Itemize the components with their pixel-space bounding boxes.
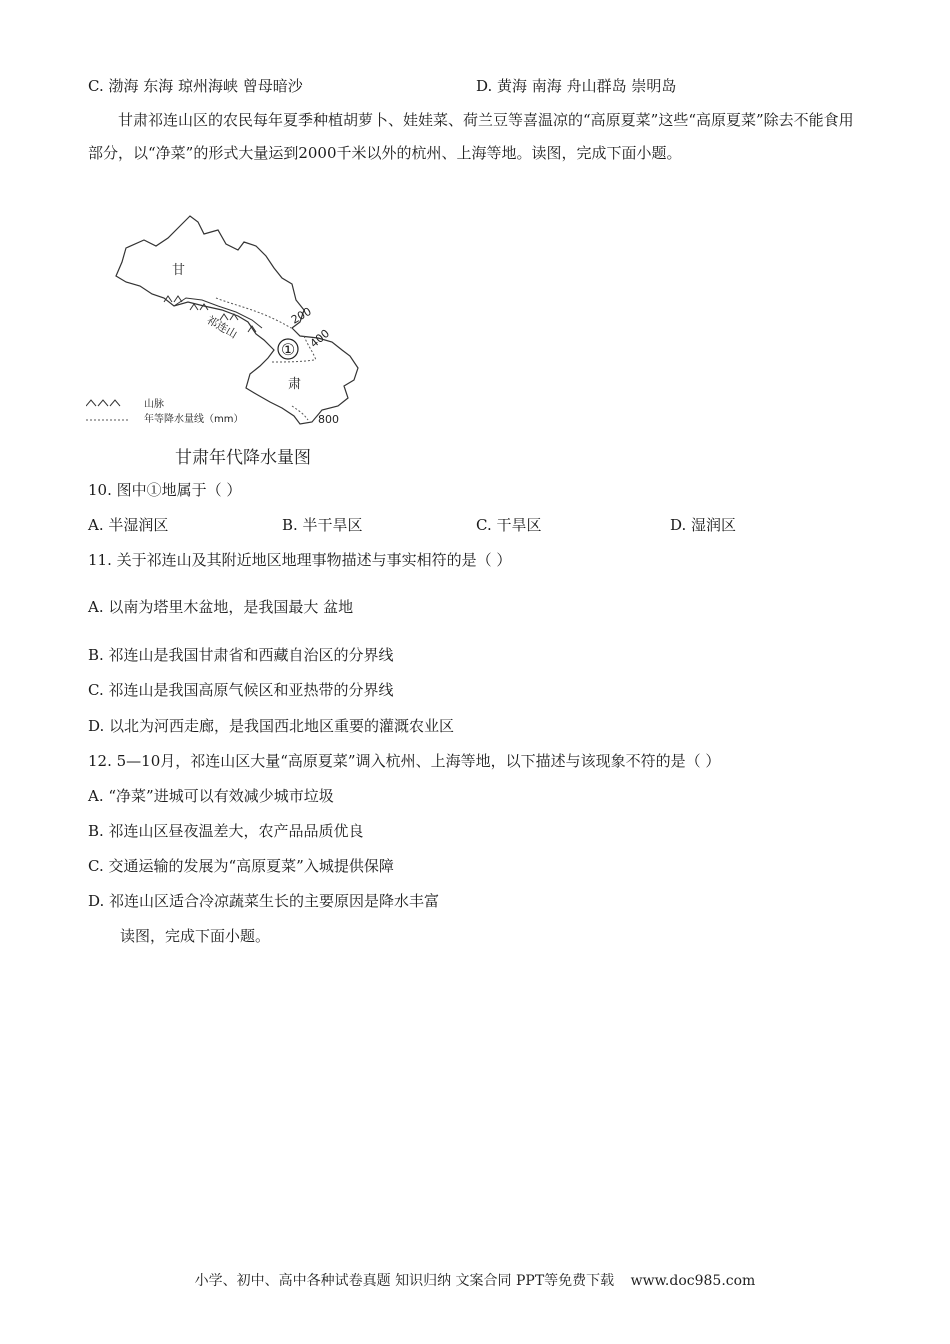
region-dashed [272, 360, 314, 362]
q9-option-c: C. 渤海 东海 琼州海峡 曾母暗沙 [88, 77, 303, 95]
passage [88, 104, 866, 170]
q9-option-d: D. 黄海 南海 舟山群岛 崇明岛 [476, 77, 677, 95]
q12-option-c: C. 交通运输的发展为“高原夏菜”入城提供保障 [88, 857, 394, 875]
isohyet-400-label: 400 [307, 326, 333, 351]
province-char-su: 肃 [288, 377, 302, 392]
q10-option-b: B. 半干旱区 [282, 516, 363, 534]
gansu-precipitation-map [86, 210, 386, 470]
province-outline [116, 216, 358, 424]
map-title: 甘肃年代降水量图 [175, 448, 311, 468]
isohyet-800-label: 800 [318, 413, 339, 426]
q11-option-b: B. 祁连山是我国甘肃省和西藏自治区的分界线 [88, 646, 394, 664]
mountain-label: 祁连山 [204, 313, 240, 342]
legend-mountain-text: 山脉 [144, 399, 164, 410]
q10-option-a: A. 半湿润区 [88, 516, 169, 534]
passage-text: 甘肃祁连山区的农民每年夏季种植胡萝卜、娃娃菜、荷兰豆等喜温凉的“高原夏菜”这些“高原夏菜”除去不能食用部分，以“净菜”的形式大量运到2000千米以外的杭州、上海等地。读图，完成下面小题。 [88, 111, 854, 162]
footer-text: 小学、初中、高中各种试卷真题 知识归纳 文案合同 PPT等免费下载 [194, 1273, 615, 1289]
province-char-gan: 甘 [172, 263, 186, 278]
legend-mountain-symbol [86, 400, 120, 406]
isohyet-800-line [292, 406, 308, 420]
q11-option-c: C. 祁连山是我国高原气候区和亚热带的分界线 [88, 681, 394, 699]
q11-option-a: A. 以南为塔里木盆地，是我国最大 盆地 [88, 598, 354, 616]
q10-stem: 10. 图中①地属于（ ） [88, 481, 242, 499]
marker-label: ① [280, 340, 296, 359]
page-footer [0, 1270, 950, 1290]
q10-option-d: D. 湿润区 [670, 516, 737, 534]
legend-isohyet-text: 年等降水量线（mm） [144, 414, 244, 425]
q12-option-b: B. 祁连山区昼夜温差大，农产品品质优良 [88, 822, 364, 840]
q11-stem: 11. 关于祁连山及其附近地区地理事物描述与事实相符的是（ ） [88, 551, 512, 569]
footer-url[interactable]: www.doc985.com [630, 1273, 756, 1289]
q12-option-d: D. 祁连山区适合冷凉蔬菜生长的主要原因是降水丰富 [88, 892, 440, 910]
q12-option-a: A. “净菜”进城可以有效减少城市垃圾 [88, 787, 334, 805]
q10-option-c: C. 干旱区 [476, 516, 542, 534]
isohyet-200-label: 200 [289, 304, 314, 327]
next-intro: 读图，完成下面小题。 [120, 927, 271, 945]
q11-option-d: D. 以北为河西走廊，是我国西北地区重要的灌溉农业区 [88, 717, 455, 735]
q12-stem: 12. 5—10月，祁连山区大量“高原夏菜”调入杭州、上海等地，以下描述与该现象不符的是（ ） [88, 752, 721, 770]
